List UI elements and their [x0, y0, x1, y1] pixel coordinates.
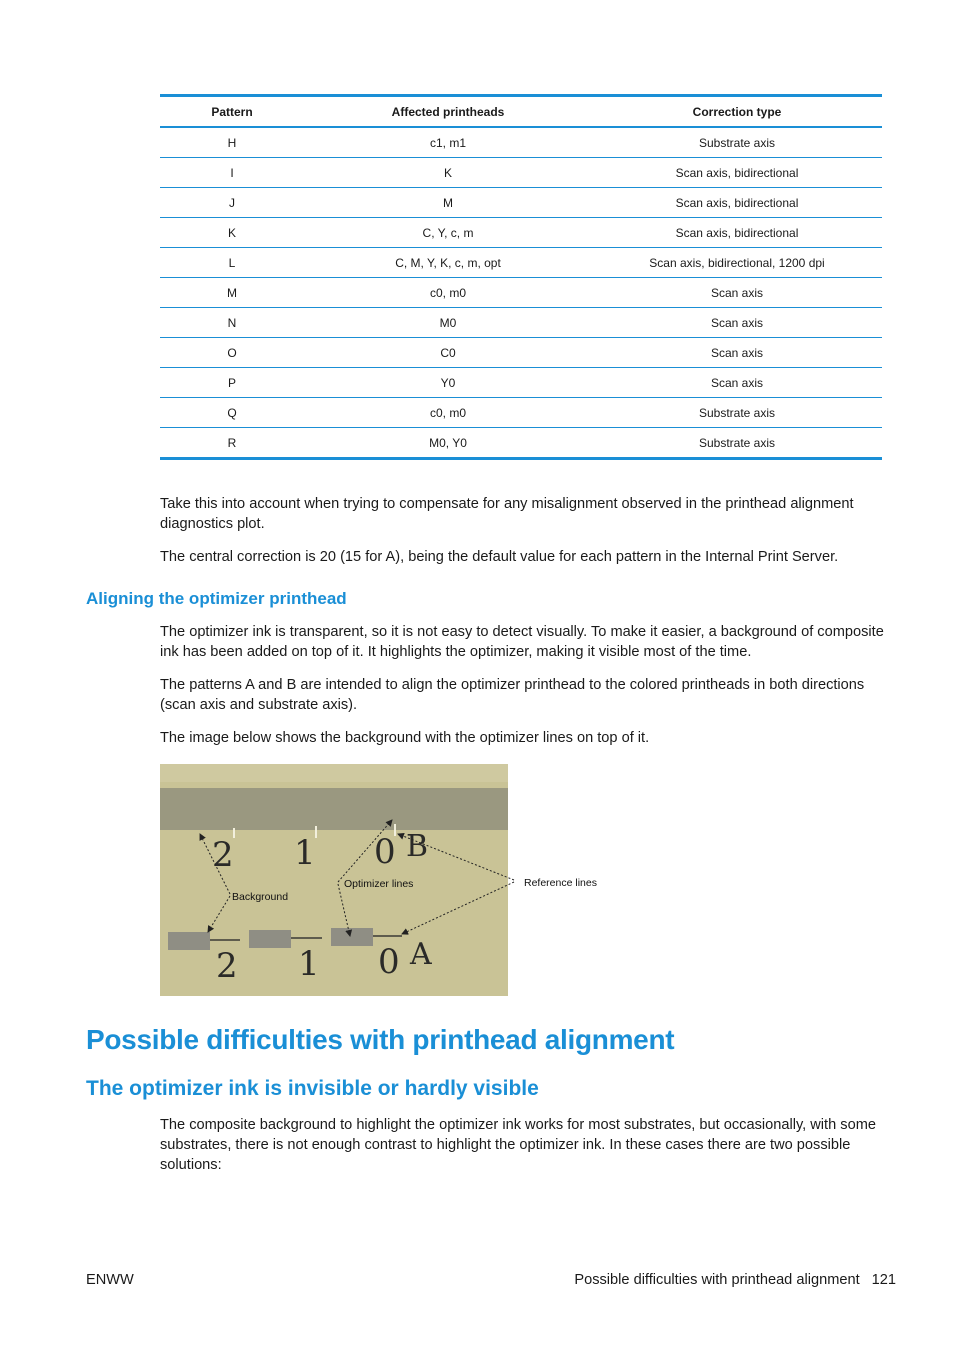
table-row — [160, 368, 882, 398]
cell-affected-printheads: M0, Y0 — [304, 428, 592, 459]
cell-pattern: I — [160, 158, 304, 188]
bottom-letter-a: A — [410, 937, 432, 972]
footer-left: ENWW — [86, 1272, 134, 1288]
header-affected-printheads: Affected printheads — [391, 104, 505, 119]
bottom-digit-2: 2 — [216, 946, 238, 986]
cell-correction-type: Scan axis, bidirectional, 1200 dpi — [592, 248, 882, 278]
cell-affected-printheads: M — [304, 188, 592, 218]
cell-affected-printheads: c0, m0 — [304, 398, 592, 428]
background-patch-0 — [331, 928, 373, 946]
optimizer-photo — [160, 764, 600, 996]
background-patch-1 — [249, 930, 291, 948]
cell-pattern: J — [160, 188, 304, 218]
top-letter-b: B — [406, 829, 429, 864]
pattern-table — [160, 94, 882, 460]
background-patch-2 — [168, 932, 210, 950]
cell-affected-printheads: K — [304, 158, 592, 188]
paragraph-misalignment: Take this into account when trying to compensate for any misalignment observed in the printhead alignment diagnostics plot. — [160, 496, 854, 532]
top-digit-0: 0 — [374, 832, 396, 872]
cell-pattern: Q — [160, 398, 304, 428]
cell-pattern: K — [160, 218, 304, 248]
paragraph-image-below: The image below shows the background with the optimizer lines on top of it. — [160, 730, 650, 746]
heading-optimizer-invisible: The optimizer ink is invisible or hardly visible — [86, 1077, 539, 1100]
table-header-row — [160, 96, 882, 128]
footer-chapter-title: Possible difficulties with printhead alignment — [574, 1272, 860, 1288]
table-row — [160, 218, 882, 248]
cell-affected-printheads: C0 — [304, 338, 592, 368]
cell-affected-printheads: C, Y, c, m — [304, 218, 592, 248]
table-row — [160, 158, 882, 188]
table-row — [160, 428, 882, 459]
cell-affected-printheads: M0 — [304, 308, 592, 338]
label-reference-lines: Reference lines — [524, 877, 597, 889]
paragraph-optimizer-transparent: The optimizer ink is transparent, so it is not easy to detect visually. To make it easier, a background of composite ink has been added on top of it. It highlights the optimizer, making it visible most of the time. — [160, 624, 884, 660]
cell-pattern: H — [160, 127, 304, 158]
alignment-pattern-table — [160, 94, 882, 460]
top-digit-1: 1 — [294, 833, 316, 873]
bottom-digit-0: 0 — [378, 942, 400, 982]
table-row — [160, 127, 882, 158]
page-number: 121 — [871, 1272, 896, 1288]
label-background: Background — [232, 891, 289, 903]
footer-right — [574, 1272, 896, 1288]
cell-affected-printheads: c1, m1 — [304, 127, 592, 158]
top-digit-2: 2 — [212, 835, 234, 875]
cell-pattern: P — [160, 368, 304, 398]
table-row — [160, 338, 882, 368]
cell-correction-type: Scan axis, bidirectional — [592, 218, 882, 248]
cell-pattern: M — [160, 278, 304, 308]
table-row — [160, 248, 882, 278]
reference-strip — [160, 788, 508, 830]
cell-correction-type: Scan axis — [592, 308, 882, 338]
cell-pattern: N — [160, 308, 304, 338]
cell-correction-type: Scan axis, bidirectional — [592, 158, 882, 188]
paragraph-patterns-a-b: The patterns A and B are intended to align the optimizer printhead to the colored printheads in both directions (scan axis and substrate axis). — [160, 677, 865, 713]
bottom-digit-1: 1 — [298, 944, 320, 984]
cell-affected-printheads: c0, m0 — [304, 278, 592, 308]
table-row — [160, 188, 882, 218]
cell-pattern: R — [160, 428, 304, 459]
paragraph-composite-background: The composite background to highlight the optimizer ink works for most substrates, but occasionally, with some substrates, there is not enough contrast to highlight the optimizer ink. In these cases there are two possible solutions: — [160, 1117, 876, 1173]
table-row — [160, 278, 882, 308]
heading-possible-difficulties: Possible difficulties with printhead alignment — [86, 1024, 675, 1055]
table-body — [160, 127, 882, 459]
cell-affected-printheads: Y0 — [304, 368, 592, 398]
heading-aligning-optimizer: Aligning the optimizer printhead — [86, 589, 347, 608]
cell-correction-type: Scan axis — [592, 338, 882, 368]
table-row — [160, 308, 882, 338]
cell-pattern: L — [160, 248, 304, 278]
cell-correction-type: Substrate axis — [592, 428, 882, 459]
cell-pattern: O — [160, 338, 304, 368]
cell-correction-type: Scan axis — [592, 278, 882, 308]
cell-correction-type: Scan axis — [592, 368, 882, 398]
paragraph-central-correction: The central correction is 20 (15 for A), being the default value for each pattern in the Internal Print Server. — [160, 549, 839, 565]
cell-correction-type: Substrate axis — [592, 398, 882, 428]
label-optimizer-lines: Optimizer lines — [344, 878, 414, 890]
table-row — [160, 398, 882, 428]
header-pattern: Pattern — [211, 104, 253, 119]
header-correction-type: Correction type — [692, 104, 782, 119]
cell-correction-type: Scan axis, bidirectional — [592, 188, 882, 218]
cell-affected-printheads: C, M, Y, K, c, m, opt — [304, 248, 592, 278]
optimizer-lines-figure — [160, 764, 600, 996]
cell-correction-type: Substrate axis — [592, 127, 882, 158]
